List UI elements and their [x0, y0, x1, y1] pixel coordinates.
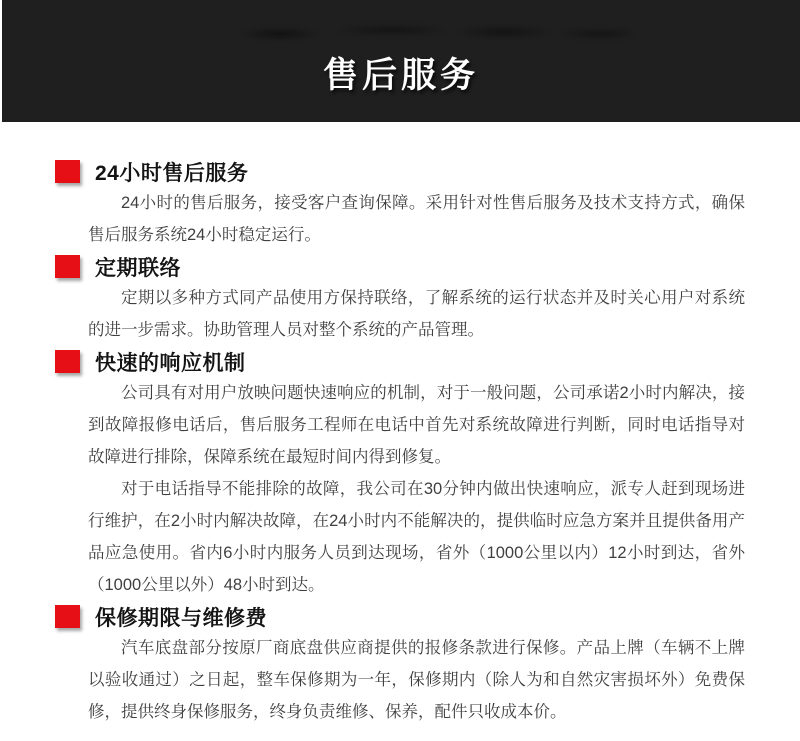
section-regular-contact — [55, 251, 745, 346]
section-warranty-and-fees — [55, 601, 745, 728]
section-heading-row — [55, 601, 745, 632]
red-square-bullet-icon — [55, 350, 80, 373]
section-paragraph: 汽车底盘部分按原厂商底盘供应商提供的报修条款进行保修。产品上牌（车辆不上牌以验收通过）之日起，整车保修期为一年，保修期内（除人为和自然灾害损坏外）免费保修，提供终身保修服务，终身负责维修、保养，配件只收成本价。 — [88, 639, 745, 721]
watermark-smudge — [232, 14, 632, 50]
page-title: 售后服务 — [322, 56, 479, 95]
section-24h-service — [55, 156, 745, 251]
section-heading: 定期联络 — [95, 256, 181, 280]
section-heading-row — [55, 156, 745, 187]
section-paragraph: 对于电话指导不能排除的故障，我公司在30分钟内做出快速响应，派专人赶到现场进行维护，在2小时内解决故障，在24小时内不能解决的，提供临时应急方案并且提供备用产品应急使用。省内6小时内服务人员到达现场，省外（1000公里以内）12小时到达，省外（1000公里以外）48小时到达。 — [88, 480, 745, 594]
section-heading: 保修期限与维修费 — [95, 606, 267, 630]
red-square-bullet-icon — [55, 255, 80, 278]
section-paragraph: 公司具有对用户放映问题快速响应的机制，对于一般问题，公司承诺2小时内解决，接到故障报修电话后，售后服务工程师在电话中首先对系统故障进行判断，同时电话指导对故障进行排除，保障系统在最短时间内得到修复。 — [88, 384, 745, 466]
section-heading-row — [55, 251, 745, 282]
section-rapid-response — [55, 346, 745, 601]
section-heading: 快速的响应机制 — [95, 351, 246, 375]
content — [0, 122, 800, 728]
section-paragraph: 定期以多种方式同产品使用方保持联络，了解系统的运行状态并及时关心用户对系统的进一步需求。协助管理人员对整个系统的产品管理。 — [88, 289, 745, 339]
section-heading: 24小时售后服务 — [95, 161, 249, 185]
red-square-bullet-icon — [55, 605, 80, 628]
section-paragraph: 24小时的售后服务，接受客户查询保障。采用针对性售后服务及技术支持方式，确保售后服务系统24小时稳定运行。 — [88, 194, 745, 244]
section-heading-row — [55, 346, 745, 377]
red-square-bullet-icon — [55, 160, 80, 183]
title-banner — [2, 0, 800, 122]
